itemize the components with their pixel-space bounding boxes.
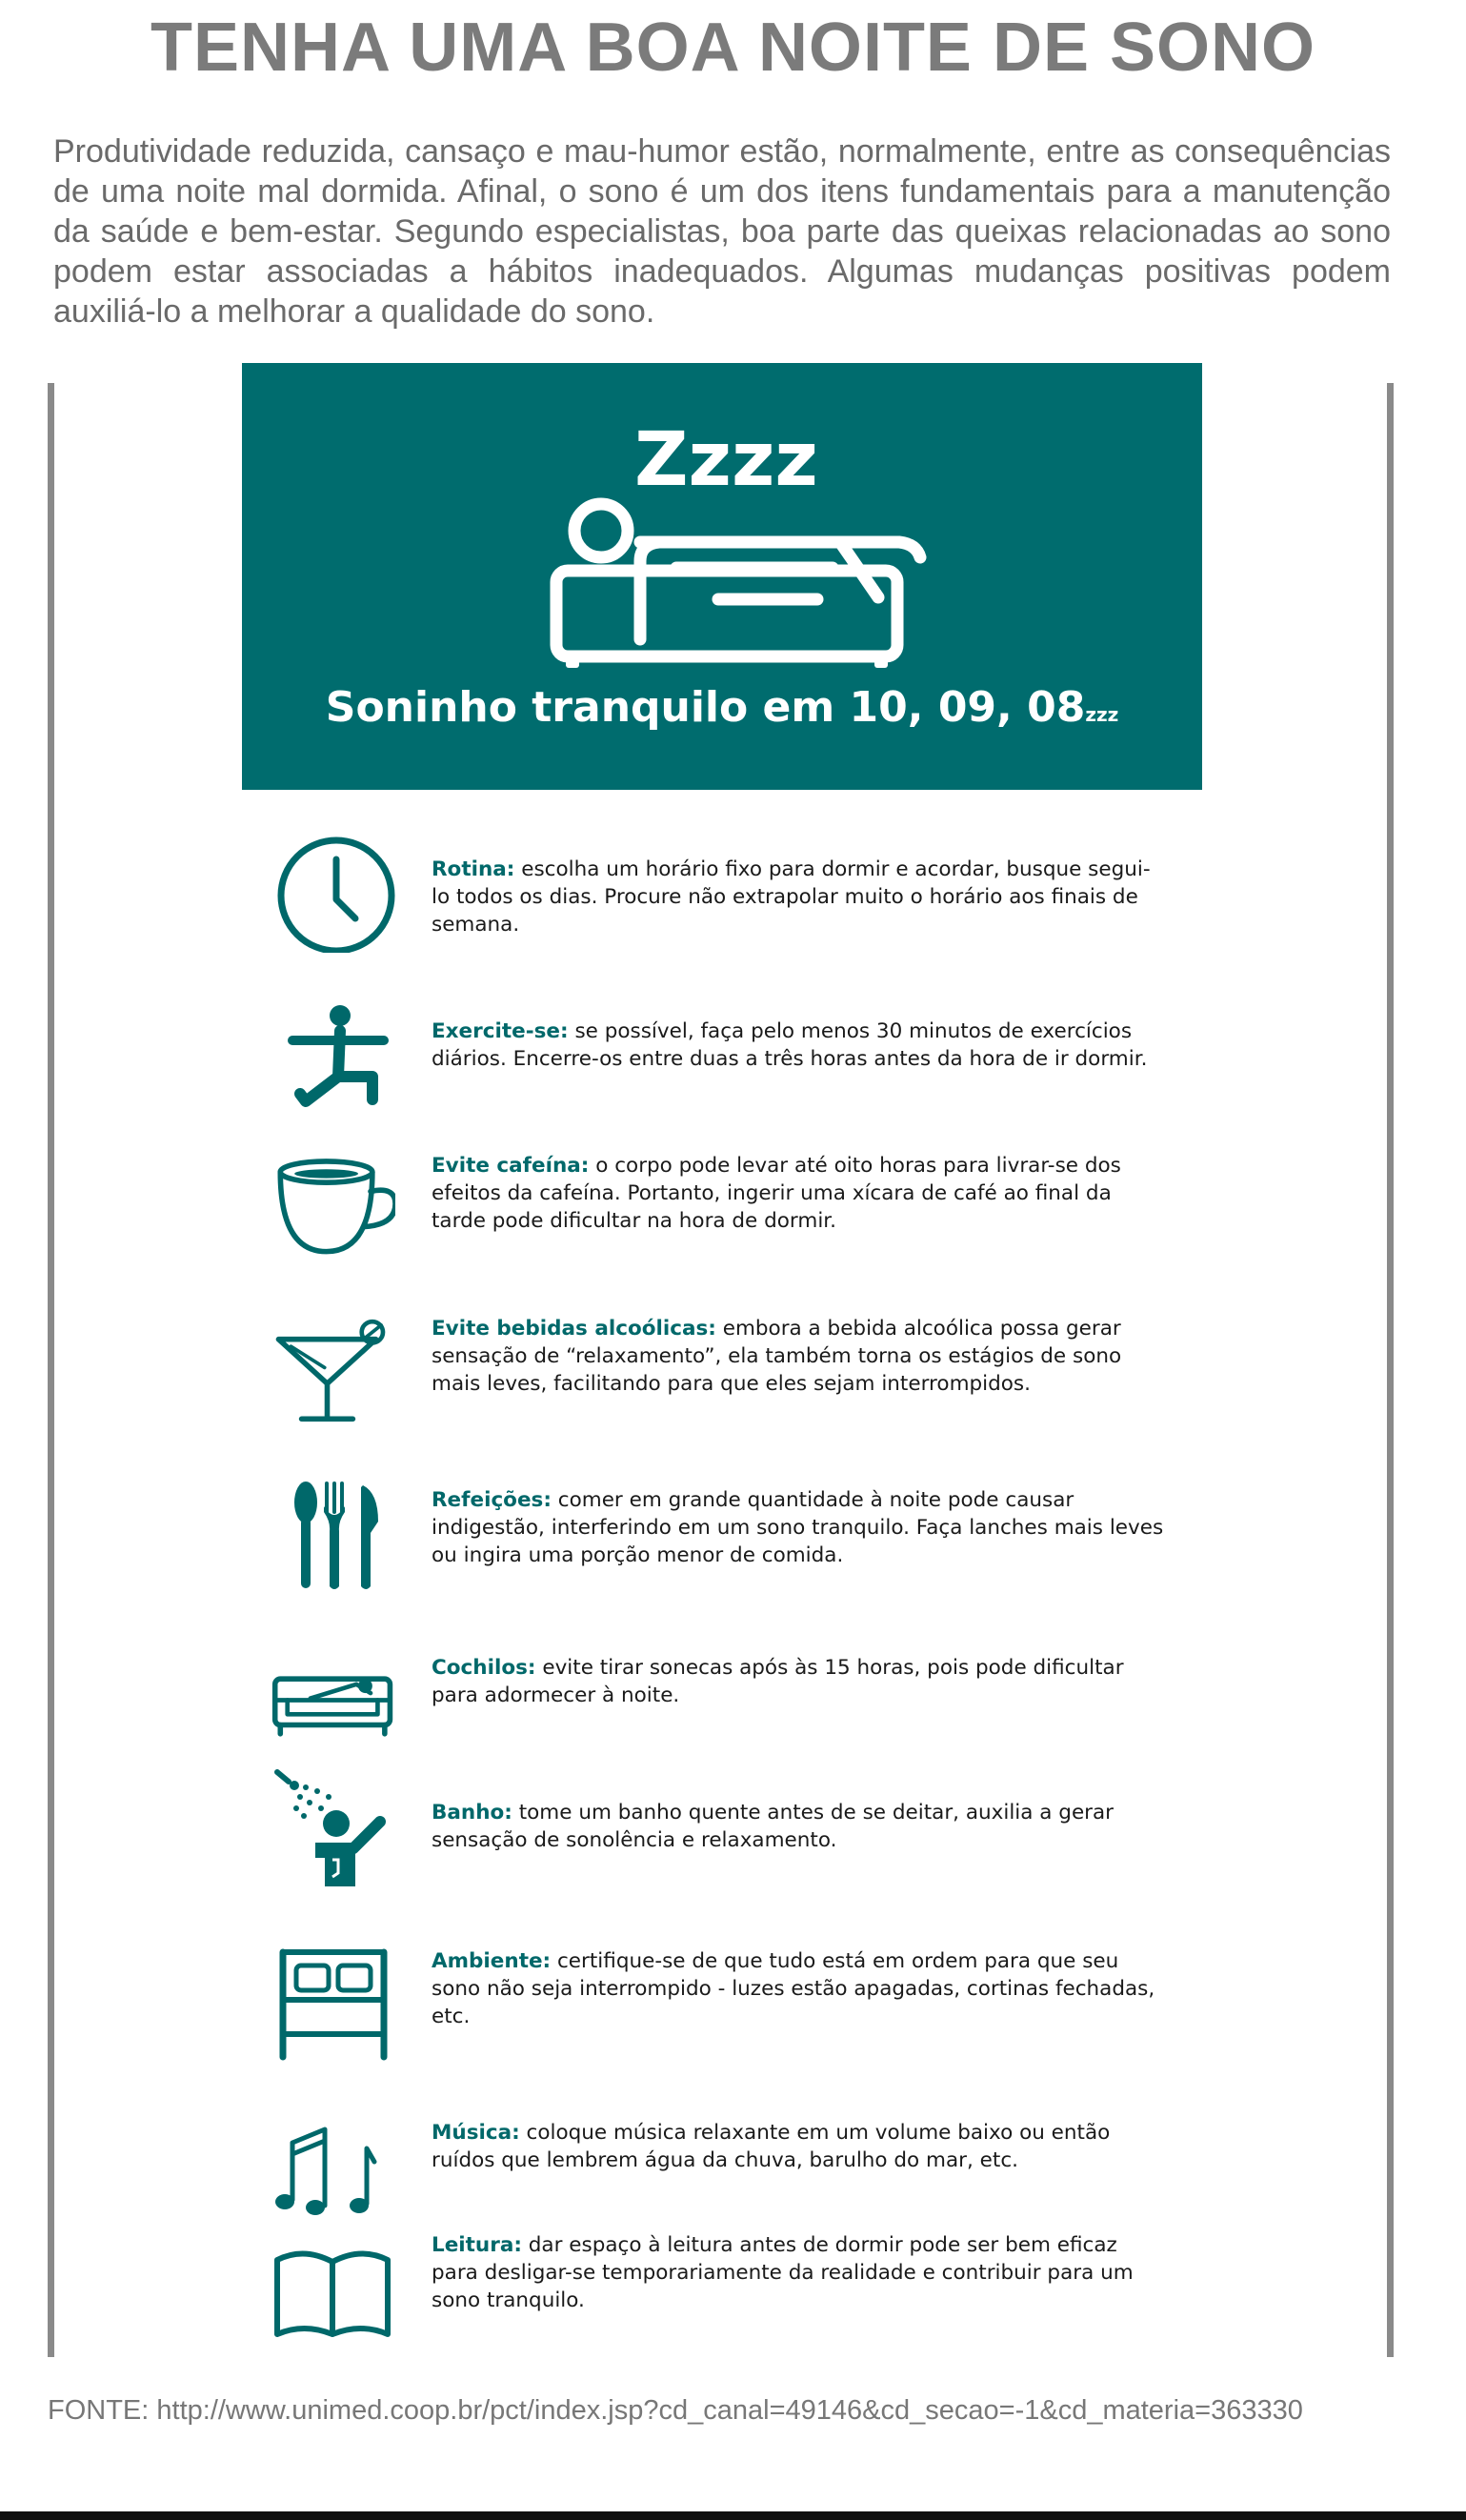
tip-text <box>432 2119 1165 2174</box>
bottom-rule <box>0 2511 1466 2520</box>
source-citation: FONTE: http://www.unimed.coop.br/pct/index.jsp?cd_canal=49146&cd_secao=-1&cd_materia=363330 <box>48 2395 1303 2426</box>
tip-title: Ambiente: <box>432 1949 552 1973</box>
exercise-icon <box>271 1002 395 1126</box>
tip-exercite-se <box>271 1002 1186 1117</box>
cocktail-glass-icon <box>271 1311 395 1435</box>
page-title: TENHA UMA BOA NOITE DE SONO <box>150 10 1315 86</box>
tip-text <box>432 1018 1165 1073</box>
bed-icon <box>271 1940 395 2064</box>
tip-evite-bebidas <box>271 1311 1186 1425</box>
tip-title: Refeições: <box>432 1488 552 1512</box>
banner-title-suffix: zzz <box>1085 703 1119 726</box>
cutlery-icon <box>271 1475 395 1599</box>
tip-text <box>432 1315 1165 1398</box>
intro-paragraph: Produtividade reduzida, cansaço e mau-humor estão, normalmente, entre as consequências de uma noite mal dormida. Afinal, o sono é um dos itens fundamentais para a manutenção da saúde e bem-estar. Segundo especialistas, boa parte das queixas relacionadas ao sono podem estar associadas a hábitos inadequados. Algumas mudanças positivas podem auxiliá-lo a melhorar a qualidade do sono. <box>53 133 1391 330</box>
tip-text <box>432 1947 1165 2030</box>
tip-body: se possível, faça pelo menos 30 minutos de exercícios diários. Encerre-os entre duas a três horas antes da hora de ir dormir. <box>432 1019 1148 1071</box>
shower-icon <box>271 1768 395 1892</box>
tip-title: Exercite-se: <box>432 1019 569 1043</box>
tip-title: Leitura: <box>432 2233 522 2257</box>
tip-text <box>432 856 1165 938</box>
tip-refeicoes <box>271 1475 1186 1589</box>
tip-body: embora a bebida alcoólica possa gerar sensação de “relaxamento”, ela também torna os estágios de sono mais leves, facilitando para que eles sejam interrompidos. <box>432 1317 1122 1396</box>
tip-musica <box>271 2109 1186 2205</box>
coffee-cup-icon <box>271 1148 395 1272</box>
banner-title-main: Soninho tranquilo em 10, 09, 08 <box>325 683 1086 732</box>
tip-rotina <box>271 829 1186 962</box>
tip-text <box>432 1486 1165 1569</box>
tip-text <box>432 1654 1165 1709</box>
tip-body: dar espaço à leitura antes de dormir pode ser bem eficaz para desligar-se temporariamente da realidade e contribuir para um sono tranquilo. <box>432 2233 1134 2312</box>
tip-text <box>432 1152 1165 1235</box>
tip-body: comer em grande quantidade à noite pode causar indigestão, interferindo em um sono tranquilo. Faça lanches mais leves ou ingira uma porção menor de comida. <box>432 1488 1164 1567</box>
tip-body: evite tirar sonecas após às 15 horas, pois pode dificultar para adormecer à noite. <box>432 1656 1124 1707</box>
tip-title: Evite cafeína: <box>432 1154 590 1178</box>
tip-title: Banho: <box>432 1801 512 1824</box>
tip-text <box>432 1799 1165 1854</box>
tip-body: certifique-se de que tudo está em ordem para que seu sono não seja interrompido - luzes estão apagadas, cortinas fechadas, etc. <box>432 1949 1155 2028</box>
tip-cochilos <box>271 1644 1186 1730</box>
tip-body: tome um banho quente antes de se deitar, auxilia a gerar sensação de sonolência e relaxamento. <box>432 1801 1115 1852</box>
tip-banho <box>271 1768 1186 1892</box>
music-notes-icon <box>271 2109 395 2233</box>
tip-leitura <box>271 2231 1186 2346</box>
tip-ambiente <box>271 1940 1186 2054</box>
tip-title: Rotina: <box>432 857 515 881</box>
tip-title: Cochilos: <box>432 1656 536 1680</box>
tip-title: Música: <box>432 2121 520 2145</box>
tip-body: escolha um horário fixo para dormir e acordar, busque segui-lo todos os dias. Procure não extrapolar muito o horário aos finais de semana. <box>432 857 1151 937</box>
tip-body: o corpo pode levar até oito horas para livrar-se dos efeitos da cafeína. Portanto, ingerir uma xícara de café ao final da tarde pode dificultar na hora de dormir. <box>432 1154 1121 1233</box>
clock-icon <box>271 829 395 953</box>
zzz-text: Zzzz <box>634 417 818 503</box>
sofa-nap-icon <box>271 1644 395 1768</box>
tip-text <box>432 2231 1165 2314</box>
tip-body: coloque música relaxante em um volume baixo ou então ruídos que lembrem água da chuva, barulho do mar, etc. <box>432 2121 1111 2172</box>
tip-evite-cafeina <box>271 1148 1186 1272</box>
open-book-icon <box>271 2231 395 2355</box>
tip-title: Evite bebidas alcoólicas: <box>432 1317 716 1341</box>
